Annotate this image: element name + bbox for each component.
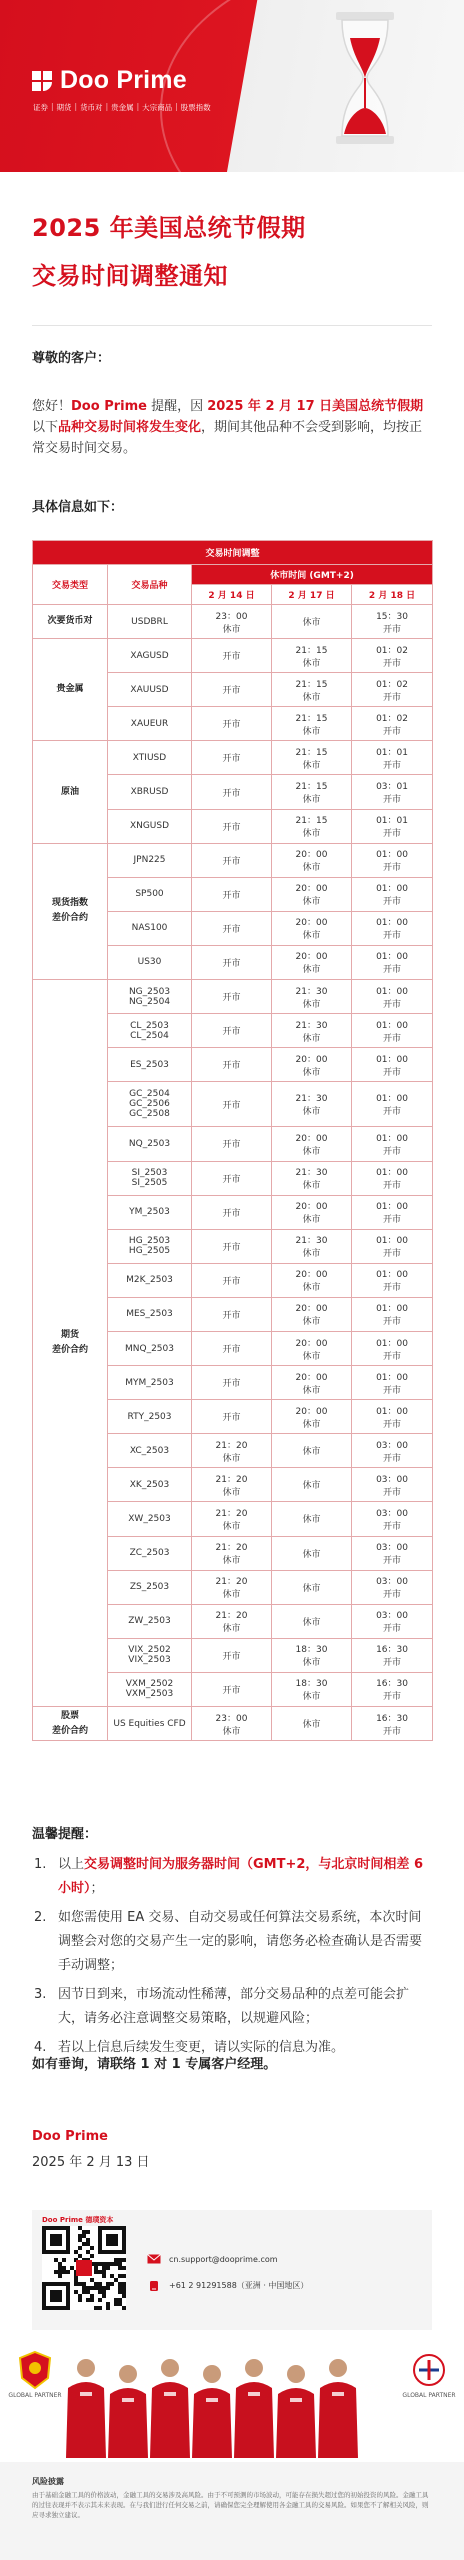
date-3-cell: 01：00 开市 xyxy=(352,877,433,911)
table-row xyxy=(33,605,433,639)
col-header-symbol: 交易品种 xyxy=(108,565,192,605)
intro-text-1: 您好！ xyxy=(32,399,72,414)
details-heading: 具体信息如下： xyxy=(32,500,124,515)
symbol-cell: M2K_2503 xyxy=(108,1263,192,1297)
tip-text: 以上 xyxy=(58,1857,85,1872)
signature-name: Doo Prime xyxy=(32,2129,108,2144)
product-tags xyxy=(33,102,214,113)
date-3-cell: 01：00 开市 xyxy=(352,1331,433,1365)
date-3-cell: 03：00 开市 xyxy=(352,1434,433,1468)
date-3-cell: 01：00 开市 xyxy=(352,911,433,945)
date-3-cell: 01：00 开市 xyxy=(352,980,433,1014)
tag-separator: | xyxy=(74,102,78,111)
symbol-cell: SI_2503 SI_2505 xyxy=(108,1161,192,1195)
col-header-close-time: 休市时间 (GMT+2) xyxy=(192,565,433,585)
intro-brand: Doo Prime xyxy=(71,399,147,414)
tag-separator: | xyxy=(105,102,109,111)
date-3-cell: 01：00 开市 xyxy=(352,1082,433,1127)
date-2-cell: 20：00 休市 xyxy=(272,1127,352,1161)
risk-disclosure xyxy=(0,2462,464,2560)
table-title: 交易时间调整 xyxy=(33,541,433,565)
symbol-cell: XW_2503 xyxy=(108,1502,192,1536)
category-cell: 股票 差价合约 xyxy=(33,1707,108,1741)
date-1-cell: 开市 xyxy=(192,1297,272,1331)
title-line-2: 交易时间调整通知 xyxy=(32,262,228,290)
tip-text: 如您需使用 EA 交易、自动交易或任何算法交易系统，本次时间调整会对您的交易产生一定的影响，请您务必检查确认是否需要手动调整； xyxy=(58,1910,423,1973)
symbol-cell: USDBRL xyxy=(108,605,192,639)
risk-heading: 风险披露 xyxy=(32,2477,64,2486)
date-1-cell: 开市 xyxy=(192,707,272,741)
date-3-cell: 03：00 开市 xyxy=(352,1570,433,1604)
symbol-cell: XBRUSD xyxy=(108,775,192,809)
date-2-cell: 20：00 休市 xyxy=(272,911,352,945)
tip-body xyxy=(58,1853,432,1901)
tip-item xyxy=(34,1906,432,1978)
date-3-cell: 01：00 开市 xyxy=(352,945,433,979)
table-row xyxy=(33,1707,433,1741)
date-3-cell: 01：02 开市 xyxy=(352,673,433,707)
intro-highlight: 品种交易时间将发生变化 xyxy=(58,420,202,435)
hourglass-icon xyxy=(330,8,400,148)
symbol-cell: US Equities CFD xyxy=(108,1707,192,1741)
date-3-cell: 01：00 开市 xyxy=(352,1229,433,1263)
date-3-cell: 03：00 开市 xyxy=(352,1468,433,1502)
date-2-cell: 21：15 休市 xyxy=(272,707,352,741)
tip-number: 2. xyxy=(34,1910,47,1925)
table-row xyxy=(33,741,433,775)
symbol-cell: ZC_2503 xyxy=(108,1536,192,1570)
date-3-cell: 01：00 开市 xyxy=(352,1297,433,1331)
date-3-cell: 01：02 开市 xyxy=(352,707,433,741)
col-header-type: 交易类型 xyxy=(33,565,108,605)
category-cell: 原油 xyxy=(33,741,108,843)
symbol-cell: GC_2504 GC_2506 GC_2508 xyxy=(108,1082,192,1127)
intro-paragraph xyxy=(32,396,432,459)
date-1-cell: 21：20 休市 xyxy=(192,1502,272,1536)
date-3-cell: 01：01 开市 xyxy=(352,741,433,775)
phone-icon xyxy=(147,2281,161,2291)
card-logo: Doo Prime 德璞资本 xyxy=(42,2216,114,2224)
signature-date: 2025 年 2 月 13 日 xyxy=(32,2155,150,2170)
date-1-cell: 21：20 休市 xyxy=(192,1468,272,1502)
date-2-cell: 20：00 休市 xyxy=(272,1331,352,1365)
date-3-cell: 01：00 开市 xyxy=(352,1366,433,1400)
col-header-date-3: 2 月 18 日 xyxy=(352,585,433,605)
product-tag: 大宗商品 xyxy=(142,103,173,112)
date-2-cell: 20：00 休市 xyxy=(272,1366,352,1400)
brand-logo xyxy=(32,66,187,95)
date-3-cell: 03：00 开市 xyxy=(352,1502,433,1536)
contact-card xyxy=(32,2210,432,2330)
date-1-cell: 开市 xyxy=(192,877,272,911)
greeting: 尊敬的客户： xyxy=(32,351,111,366)
symbol-cell: NG_2503 NG_2504 xyxy=(108,980,192,1014)
date-2-cell: 21：15 休市 xyxy=(272,775,352,809)
tip-number: 1. xyxy=(34,1857,47,1872)
symbol-cell: XAUEUR xyxy=(108,707,192,741)
date-2-cell: 20：00 休市 xyxy=(272,1195,352,1229)
table-row xyxy=(33,843,433,877)
date-2-cell: 休市 xyxy=(272,1502,352,1536)
date-1-cell: 开市 xyxy=(192,741,272,775)
date-2-cell: 休市 xyxy=(272,1434,352,1468)
date-3-cell: 01：00 开市 xyxy=(352,1195,433,1229)
date-2-cell: 20：00 休市 xyxy=(272,843,352,877)
date-1-cell: 21：20 休市 xyxy=(192,1536,272,1570)
product-tag: 证券 xyxy=(33,103,48,112)
date-1-cell: 开市 xyxy=(192,1672,272,1706)
date-3-cell: 01：02 开市 xyxy=(352,639,433,673)
contact-manager-line: 如有垂询，请联络 1 对 1 专属客户经理。 xyxy=(32,2057,277,2072)
title-divider xyxy=(32,325,432,326)
date-2-cell: 20：00 休市 xyxy=(272,1297,352,1331)
title-line-1: 2025 年美国总统节假期 xyxy=(32,214,306,242)
header-banner xyxy=(0,0,464,172)
product-tag: 货币对 xyxy=(80,103,103,112)
date-2-cell: 21：30 休市 xyxy=(272,1082,352,1127)
symbol-cell: MNQ_2503 xyxy=(108,1331,192,1365)
date-2-cell: 21：15 休市 xyxy=(272,809,352,843)
date-3-cell: 01：00 开市 xyxy=(352,1161,433,1195)
partner-caption-right: GLOBAL PARTNER xyxy=(402,2392,456,2399)
category-cell: 贵金属 xyxy=(33,639,108,741)
product-tag: 贵金属 xyxy=(111,103,134,112)
date-2-cell: 21：30 休市 xyxy=(272,980,352,1014)
tip-body xyxy=(58,1906,432,1978)
symbol-cell: NAS100 xyxy=(108,911,192,945)
table-row xyxy=(33,639,433,673)
card-email[interactable]: cn.support@dooprime.com xyxy=(169,2254,278,2264)
symbol-cell: HG_2503 HG_2505 xyxy=(108,1229,192,1263)
date-1-cell: 21：20 休市 xyxy=(192,1570,272,1604)
intro-holiday-date: 2025 年 2 月 17 日美国总统节假期 xyxy=(207,399,424,414)
symbol-cell: ZS_2503 xyxy=(108,1570,192,1604)
date-3-cell: 01：00 开市 xyxy=(352,1400,433,1434)
date-3-cell: 01：00 开市 xyxy=(352,1014,433,1048)
trading-hours-table xyxy=(32,540,432,1741)
category-cell: 现货指数 差价合约 xyxy=(33,843,108,979)
date-1-cell: 开市 xyxy=(192,945,272,979)
date-3-cell: 01：00 开市 xyxy=(352,1048,433,1082)
date-2-cell: 20：00 休市 xyxy=(272,877,352,911)
symbol-cell: MES_2503 xyxy=(108,1297,192,1331)
date-1-cell: 开市 xyxy=(192,1229,272,1263)
category-cell: 期货 差价合约 xyxy=(33,980,108,1707)
date-1-cell: 开市 xyxy=(192,1048,272,1082)
symbol-cell: XAUUSD xyxy=(108,673,192,707)
tips-heading: 温馨提醒： xyxy=(32,1827,98,1842)
date-1-cell: 开市 xyxy=(192,639,272,673)
tip-text: 因节日到来，市场流动性稀薄，部分交易品种的点差可能会扩大，请务必注意调整交易策略，以规避风险； xyxy=(58,1987,410,2026)
tag-separator: | xyxy=(136,102,140,111)
date-2-cell: 20：00 休市 xyxy=(272,1400,352,1434)
intro-text-3: 以下 xyxy=(32,420,59,435)
banner-decor-curve xyxy=(160,0,464,172)
date-2-cell: 21：15 休市 xyxy=(272,639,352,673)
partners-banner xyxy=(0,2336,464,2458)
date-2-cell: 休市 xyxy=(272,1604,352,1638)
club-crest-right-icon xyxy=(411,2350,447,2390)
date-3-cell: 03：00 开市 xyxy=(352,1536,433,1570)
date-1-cell: 开市 xyxy=(192,673,272,707)
date-3-cell: 03：01 开市 xyxy=(352,775,433,809)
date-1-cell: 开市 xyxy=(192,775,272,809)
tips-list xyxy=(34,1853,432,2065)
symbol-cell: JPN225 xyxy=(108,843,192,877)
table-row xyxy=(33,980,433,1014)
symbol-cell: SP500 xyxy=(108,877,192,911)
date-1-cell: 开市 xyxy=(192,1263,272,1297)
date-2-cell: 18：30 休市 xyxy=(272,1672,352,1706)
symbol-cell: US30 xyxy=(108,945,192,979)
symbol-cell: MYM_2503 xyxy=(108,1366,192,1400)
card-phone-row xyxy=(147,2280,308,2291)
tip-text-end: ； xyxy=(90,1881,104,1896)
symbol-cell: VIX_2502 VIX_2503 xyxy=(108,1638,192,1672)
date-2-cell: 21：15 休市 xyxy=(272,673,352,707)
date-3-cell: 01：00 开市 xyxy=(352,1263,433,1297)
symbol-cell: XTIUSD xyxy=(108,741,192,775)
date-3-cell: 03：00 开市 xyxy=(352,1604,433,1638)
date-2-cell: 休市 xyxy=(272,1707,352,1741)
tip-number: 3. xyxy=(34,1987,47,2002)
product-tag: 期货 xyxy=(56,103,72,112)
date-3-cell: 01：00 开市 xyxy=(352,1127,433,1161)
date-1-cell: 开市 xyxy=(192,809,272,843)
symbol-cell: ES_2503 xyxy=(108,1048,192,1082)
symbol-cell: XAGUSD xyxy=(108,639,192,673)
symbol-cell: ZW_2503 xyxy=(108,1604,192,1638)
date-2-cell: 20：00 休市 xyxy=(272,945,352,979)
date-1-cell: 开市 xyxy=(192,1400,272,1434)
symbol-cell: VXM_2502 VXM_2503 xyxy=(108,1672,192,1706)
date-1-cell: 开市 xyxy=(192,1195,272,1229)
symbol-cell: CL_2503 CL_2504 xyxy=(108,1014,192,1048)
date-1-cell: 开市 xyxy=(192,1127,272,1161)
qr-code-icon[interactable] xyxy=(42,2226,126,2310)
date-2-cell: 休市 xyxy=(272,1570,352,1604)
date-1-cell: 23：00 休市 xyxy=(192,1707,272,1741)
date-1-cell: 开市 xyxy=(192,843,272,877)
product-tag: 股票指数 xyxy=(180,103,211,112)
date-2-cell: 21：30 休市 xyxy=(272,1014,352,1048)
date-1-cell: 23：00 休市 xyxy=(192,605,272,639)
date-1-cell: 开市 xyxy=(192,1366,272,1400)
date-3-cell: 15：30 开市 xyxy=(352,605,433,639)
date-2-cell: 21：30 休市 xyxy=(272,1161,352,1195)
tip-number: 4. xyxy=(34,2040,47,2055)
date-1-cell: 开市 xyxy=(192,1161,272,1195)
tip-text: 若以上信息后续发生变更，请以实际的信息为准。 xyxy=(58,2040,345,2055)
date-3-cell: 16：30 开市 xyxy=(352,1638,433,1672)
date-2-cell: 休市 xyxy=(272,1468,352,1502)
date-2-cell: 21：15 休市 xyxy=(272,741,352,775)
partner-caption-left: GLOBAL PARTNER xyxy=(8,2392,62,2399)
date-2-cell: 18：30 休市 xyxy=(272,1638,352,1672)
date-2-cell: 20：00 休市 xyxy=(272,1263,352,1297)
symbol-cell: NQ_2503 xyxy=(108,1127,192,1161)
date-1-cell: 开市 xyxy=(192,911,272,945)
date-2-cell: 休市 xyxy=(272,1536,352,1570)
symbol-cell: XC_2503 xyxy=(108,1434,192,1468)
tip-item xyxy=(34,1853,432,1901)
date-1-cell: 21：20 休市 xyxy=(192,1604,272,1638)
tip-body xyxy=(58,1983,432,2031)
club-crest-left-icon xyxy=(17,2350,53,2390)
intro-text-4: ，期间其他品种不会受到影响，均按正常交易时间交易。 xyxy=(32,420,423,456)
date-3-cell: 16：30 开市 xyxy=(352,1672,433,1706)
date-1-cell: 开市 xyxy=(192,1638,272,1672)
date-1-cell: 开市 xyxy=(192,1331,272,1365)
date-1-cell: 21：20 休市 xyxy=(192,1434,272,1468)
date-1-cell: 开市 xyxy=(192,1014,272,1048)
category-cell: 次要货币对 xyxy=(33,605,108,639)
mail-icon xyxy=(147,2254,161,2264)
date-3-cell: 01：01 开市 xyxy=(352,809,433,843)
card-email-row xyxy=(147,2254,278,2264)
symbol-cell: YM_2503 xyxy=(108,1195,192,1229)
date-3-cell: 01：00 开市 xyxy=(352,843,433,877)
date-3-cell: 16：30 开市 xyxy=(352,1707,433,1741)
date-1-cell: 开市 xyxy=(192,980,272,1014)
notice-title xyxy=(32,204,432,300)
sports-players-image xyxy=(0,2336,464,2458)
tip-item xyxy=(34,1983,432,2031)
col-header-date-1: 2 月 14 日 xyxy=(192,585,272,605)
card-phone[interactable]: +61 2 91291588（亚洲 · 中国地区） xyxy=(169,2281,309,2290)
symbol-cell: XNGUSD xyxy=(108,809,192,843)
intro-text-2: 提醒，因 xyxy=(146,399,208,414)
brand-mark-icon xyxy=(32,71,52,91)
partner-badge-left xyxy=(4,2350,66,2399)
col-header-date-2: 2 月 17 日 xyxy=(272,585,352,605)
brand-name: Doo Prime xyxy=(60,66,187,94)
date-1-cell: 开市 xyxy=(192,1082,272,1127)
symbol-cell: RTY_2503 xyxy=(108,1400,192,1434)
tag-separator: | xyxy=(175,102,178,111)
partner-badge-right xyxy=(398,2350,460,2399)
symbol-cell: XK_2503 xyxy=(108,1468,192,1502)
date-2-cell: 21：30 休市 xyxy=(272,1229,352,1263)
risk-body: 由于基础金融工具的价格波动，金融工具的交易涉及高风险。由于不可预测的市场波动，可能存在损失超过您的初始投资的风险。金融工具的过往表现并不表示其未来表现。在与我们进行任何交易之前，请确保您完全理解使用各金融工具的交易风险。如果您不了解相关风险，则应寻求独立建议。 xyxy=(32,2491,429,2519)
tag-separator: | xyxy=(51,102,54,111)
tip-highlight: 交易调整时间为服务器时间（GMT+2，与北京时间相差 6 小时） xyxy=(58,1857,423,1896)
date-2-cell: 20：00 休市 xyxy=(272,1048,352,1082)
date-2-cell: 休市 xyxy=(272,605,352,639)
